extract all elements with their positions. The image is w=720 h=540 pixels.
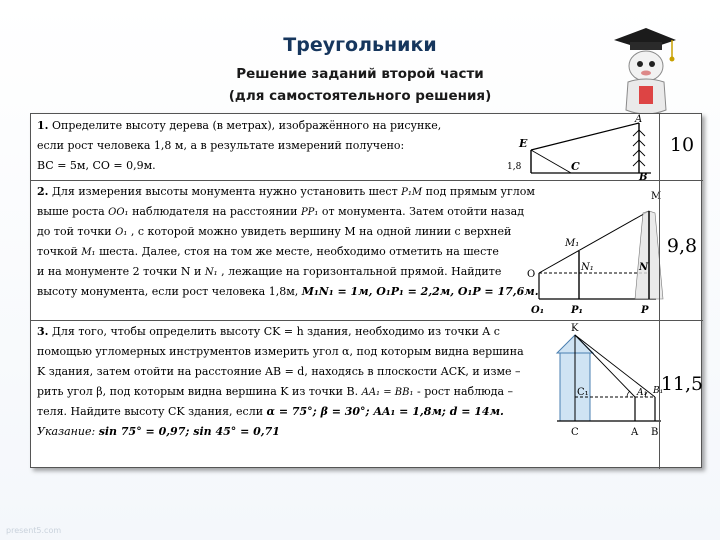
task-2-label-p: P [641,305,649,316]
task-1-text-line1: Определите высоту дерева (в метрах), изображённого на рисунке, [51,119,442,132]
task-2-formula: M₁N₁ = 1м, O₁P₁ = 2,2м, O₁P = 17,6м. [301,285,539,298]
task-2-label-o: O [527,269,536,280]
slide-subtitle-line2: (для самостоятельного решения) [228,88,492,104]
slide-title: Треугольники [283,34,437,56]
task-2-sym-p1m: P₁M [401,187,423,198]
task-1-label-c: C [571,160,580,173]
task-2-text-line5a: и на монументе 2 точки N и [37,265,202,278]
slide-subtitle-line1: Решение заданий второй части [236,66,484,82]
task-3-label-b: B [651,427,659,438]
task-3-hint-formula: sin 75° = 0,97; sin 45° = 0,71 [98,425,280,438]
task-2-text-line4b: шеста. Далее, стоя на том же месте, необходимо отметить на шесте [99,245,499,258]
task-3-text-line3: K здания, затем отойти на расстояние AB = d, находясь в плоскости ACK, и изме – [37,365,521,378]
task-3-figure [557,323,664,438]
task-2-label-p1: P₁ [571,305,583,316]
task-3-text-line4b: - рост наблюда – [417,385,514,398]
task-1-label-a: A [635,114,643,125]
task-2-label-m1: M₁ [565,238,580,249]
task-3-number: 3. [37,325,49,338]
task-2-text-line5b: , лежащие на горизонтальной прямой. Найдите [221,265,502,278]
task-2-answer: 9,8 [666,235,698,257]
task-3-text-line2: помощью угломерных инструментов измерить угол α, под которым видна вершина [37,345,524,358]
task-2-text-line2a: выше роста [37,205,105,218]
task-2-text-line6a: высоту монумента, если рост человека 1,8м, [37,285,299,298]
task-2-sym-n1: N₁ [204,267,218,278]
task-2-number: 2. [37,185,49,198]
task-1-text-line3: BC = 5м, CO = 0,9м. [37,159,156,172]
graduate-mascot-icon [606,26,678,122]
task-2 [31,181,703,321]
task-1-label-e: E [519,137,528,150]
task-2-label-n: N [639,262,649,273]
task-1-label-b: B [639,172,648,183]
task-3-sym-aa1: AA₁ = BB₁ [361,387,414,398]
tasks-table [30,113,702,468]
task-3-label-a: A [631,427,639,438]
task-3-label-b1: B₁ [653,386,664,396]
task-2-sym-m1: M₁ [81,247,96,258]
task-1-answer: 10 [669,134,695,156]
task-2-text-line2b: наблюдателя на расстоянии [132,205,298,218]
task-2-text-line1a: Для измерения высоты монумента нужно установить шест [51,185,398,198]
task-2-text-line2c: от монумента. Затем отойти назад [321,205,524,218]
task-3-label-a1: A₁ [637,388,648,398]
task-2-label-o1: O₁ [531,305,545,316]
task-1-text-line2: если рост человека 1,8 м, а в результате измерений получено: [37,139,405,152]
task-3-text-line4a: рить угол β, под которым видна вершина K из точки B. [37,385,359,398]
task-3 [31,321,703,469]
task-3-formula: α = 75°; β = 30°; AA₁ = 1,8м; d = 14м. [266,405,504,418]
task-2-sym-oo1: OO₁ [108,207,129,218]
task-2-figure [527,191,662,317]
task-3-label-c1: C₁ [577,387,589,398]
task-1-number: 1. [37,119,49,132]
task-3-label-k: K [571,323,579,334]
task-2-label-m: M [651,191,662,202]
task-2-text-line4a: точкой [37,245,78,258]
task-3-label-c: C [571,427,579,438]
task-3-text-line5a: теля. Найдите высоту CK здания, если [37,405,264,418]
task-2-sym-pp1: PP₁ [300,207,319,218]
task-1-figure [491,114,659,183]
watermark: present5.com [6,526,62,535]
task-3-text-line1: Для того, чтобы определить высоту CK = h здания, необходимо из точки A с [51,325,500,338]
task-1-label-height: 1,8 [507,162,522,172]
task-2-text-line3a: до той точки [37,225,112,238]
task-1 [31,114,703,181]
task-3-answer: 11,5 [660,373,704,395]
task-2-label-n1: N₁ [581,262,594,273]
task-2-sym-o1: O₁ [115,227,128,238]
task-2-text-line1b: под прямым углом [425,185,535,198]
task-3-hint-label: Указание: [37,425,96,438]
task-2-text-line3b: , с которой можно увидеть вершину M на одной линии с верхней [130,225,512,238]
